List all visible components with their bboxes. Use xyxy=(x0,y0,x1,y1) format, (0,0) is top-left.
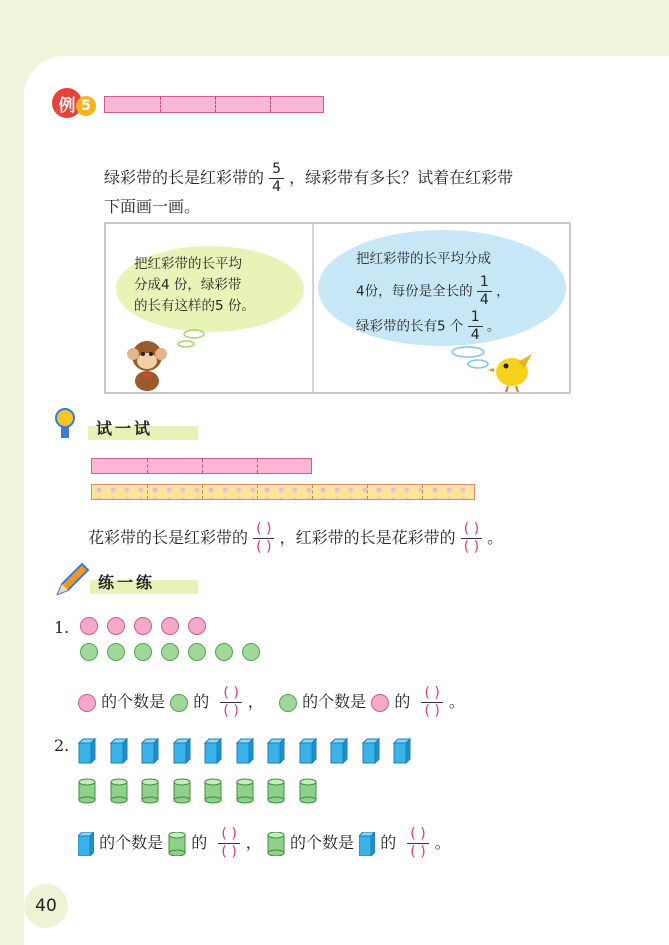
example-label: 例 xyxy=(52,88,82,118)
cube-icon xyxy=(330,738,348,764)
cube-icon xyxy=(236,738,254,764)
cylinder-icon xyxy=(110,778,128,804)
try-sentence: 花彩带的长是红彩带的 $\frac{( )}{( )}$ ，红彩带的长是花彩带的 $\frac{( )}{( )}$ 。 xyxy=(88,521,504,555)
cube-icon xyxy=(362,738,380,764)
green-circle xyxy=(134,643,152,661)
fraction-five-fourths: $\frac{5}{4}$ xyxy=(269,161,284,196)
cube-icon xyxy=(299,738,317,764)
cube-icon xyxy=(110,738,128,764)
cube-icon xyxy=(359,832,375,856)
hint-panel xyxy=(104,222,571,394)
cube-icon xyxy=(267,738,285,764)
bubble-left-text: 把红彩带的长平均 分成4 份，绿彩带 的长有这样的5 份。 xyxy=(134,256,255,314)
question-line-1: 绿彩带的长是红彩带的 $\frac{5}{4}$ ，绿彩带有多长？试着在红彩带 xyxy=(104,161,514,195)
red-ribbon-try xyxy=(91,458,312,474)
red-ribbon-example xyxy=(104,96,324,113)
q1-sentence: 的个数是 的 $\frac{( )}{( )}$ ， 的个数是 的 $\frac{( )}{( )}$ 。 xyxy=(78,685,465,720)
green-circle xyxy=(161,643,179,661)
blank-fraction[interactable]: $\frac{( )}{( )}$ xyxy=(407,826,428,861)
cube-icon xyxy=(141,738,159,764)
cube-icon xyxy=(78,832,94,856)
green-circle xyxy=(188,643,206,661)
q2-sentence: 的个数是 的 $\frac{( )}{( )}$ ， 的个数是 的 $\frac{( )}{( )}$ 。 xyxy=(78,826,451,861)
blank-fraction[interactable]: $\frac{( )}{( )}$ xyxy=(220,685,241,720)
left-band xyxy=(0,0,24,945)
green-circle xyxy=(80,643,98,661)
fraction-one-fourth: $\frac{1}{4}$ xyxy=(477,274,492,309)
blank-fraction[interactable]: $\frac{( )}{( )}$ xyxy=(461,521,482,556)
example-number: 5 xyxy=(76,96,96,116)
green-circle-icon xyxy=(279,694,297,712)
pink-circle-icon xyxy=(371,694,389,712)
cylinder-icon xyxy=(267,778,285,804)
cylinder-icon xyxy=(173,778,191,804)
blank-fraction[interactable]: $\frac{( )}{( )}$ xyxy=(421,685,442,720)
bubble-right-text: 把红彩带的长平均分成 4份，每份是全长的 $\frac{1}{4}$ ， 绿彩带的长有5 个 $\frac{1}{4}$ 。 xyxy=(356,251,510,343)
green-circle xyxy=(215,643,233,661)
cylinder-icon xyxy=(168,832,186,856)
cylinder-icon xyxy=(236,778,254,804)
pink-circle xyxy=(188,617,206,635)
blank-fraction[interactable]: $\frac{( )}{( )}$ xyxy=(253,521,274,556)
page-number: 40 xyxy=(24,884,68,928)
green-circle-icon xyxy=(170,694,188,712)
panel-divider xyxy=(312,224,314,392)
monkey-icon xyxy=(120,336,174,392)
green-circle xyxy=(107,643,125,661)
pink-circle xyxy=(107,617,125,635)
cylinder-icon xyxy=(78,778,96,804)
flower-ribbon xyxy=(91,484,475,500)
cylinder-icon xyxy=(299,778,317,804)
fraction-one-fourth: $\frac{1}{4}$ xyxy=(468,309,483,344)
cube-icon xyxy=(173,738,191,764)
try-title: 试一试 xyxy=(96,419,154,438)
bird-icon xyxy=(488,348,536,392)
question-number-1: 1. xyxy=(54,618,70,637)
cube-icon xyxy=(393,738,411,764)
practice-title: 练一练 xyxy=(98,573,156,592)
cube-icon xyxy=(78,738,96,764)
pink-circle-icon xyxy=(78,694,96,712)
pink-circle xyxy=(161,617,179,635)
cylinder-icon xyxy=(141,778,159,804)
cube-icon xyxy=(204,738,222,764)
try-section-header xyxy=(66,416,206,440)
practice-section-header xyxy=(68,570,208,594)
question-line-2: 下面画一画。 xyxy=(104,197,201,216)
cylinder-icon xyxy=(267,832,285,856)
question-number-2: 2. xyxy=(54,736,70,755)
pink-circle xyxy=(80,617,98,635)
example-badge xyxy=(52,88,96,118)
cylinder-icon xyxy=(204,778,222,804)
blank-fraction[interactable]: $\frac{( )}{( )}$ xyxy=(218,826,239,861)
green-circle xyxy=(242,643,260,661)
pink-circle xyxy=(134,617,152,635)
